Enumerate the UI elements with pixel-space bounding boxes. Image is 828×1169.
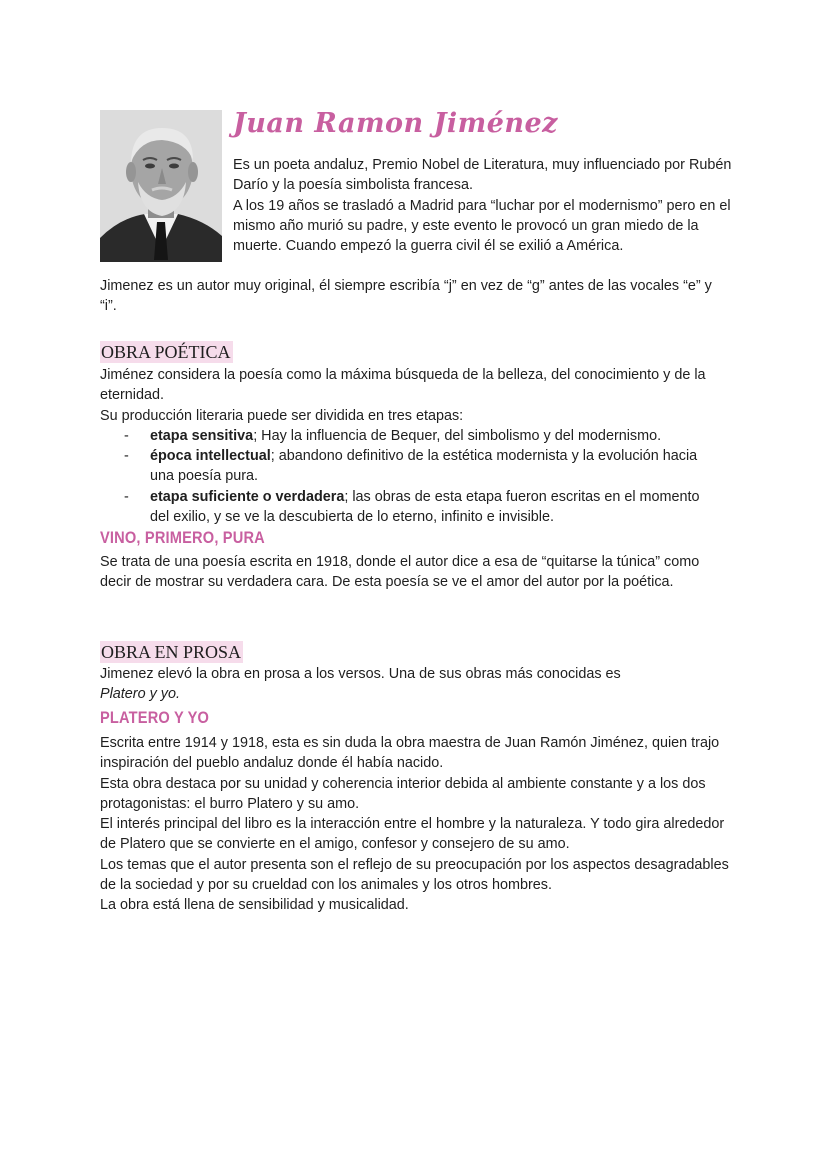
originality-paragraph (100, 276, 730, 317)
stage-term: época intellectual (150, 448, 271, 465)
stage-term: etapa suficiente o verdadera (150, 488, 345, 505)
subheading-vino-primero-pura: VINO, PRIMERO, PURA (100, 528, 265, 547)
platero-body (100, 733, 730, 916)
stage-description: ; las obras de esta etapa fueron escritas en el momento del exilio, y se ve la descubierta de lo eterno, infinito e invisible. (150, 488, 700, 526)
obra-prosa-paragraph (100, 664, 690, 705)
obra-poetica-paragraph: Su producción literaria puede ser dividida en tres etapas: (100, 407, 464, 424)
list-dash: - (124, 488, 129, 505)
author-portrait (100, 110, 222, 262)
platero-paragraph: El interés principal del libro es la interacción entre el hombre y la naturaleza. Y todo gira alrededor de Platero que se convierte en el amigo, confesor y consejero de su amo. (100, 816, 725, 853)
section-heading-obra-poetica: OBRA POÉTICA (101, 342, 231, 362)
list-dash: - (124, 427, 129, 444)
list-dash: - (124, 448, 129, 465)
obra-poetica-body (100, 365, 730, 527)
stage-term: etapa sensitiva (150, 427, 254, 444)
platero-paragraph: Esta obra destaca por su unidad y coherencia interior debida al ambiente constante y a los dos protagonistas: el burro Platero y su amo. (100, 775, 706, 812)
stages-list (100, 426, 730, 527)
platero-paragraph: Los temas que el autor presenta son el reflejo de su preocupación por los aspectos desagradables de la sociedad y por su crueldad con los animales y los otros hombres. (100, 856, 729, 894)
platero-paragraph: Escrita entre 1914 y 1918, esta es sin duda la obra maestra de Juan Ramón Jiménez, quien trajo inspiración del pueblo andaluz donde él había nacido. (100, 735, 720, 772)
work-title: Platero y yo. (100, 686, 180, 703)
vino-paragraph: Se trata de una poesía escrita en 1918, donde el autor dice a esa de “quitarse la túnica” como decir de mostrar su verdadera cara. De esta poesía se ve el amor del autor por la poética. (100, 554, 700, 591)
list-item (100, 487, 730, 528)
section-heading-obra-prosa: OBRA EN PROSA (101, 642, 242, 662)
intro-paragraph: Es un poeta andaluz, Premio Nobel de Literatura, muy influenciado por Rubén Darío y la poesía simbolista francesa. (233, 157, 732, 194)
stage-description: ; abandono definitivo de la estética modernista y la evolución hacia una poesía pura. (150, 448, 698, 485)
obra-prosa-text: Jimenez elevó la obra en prosa a los versos. Una de sus obras más conocidas es (100, 666, 621, 682)
obra-poetica-paragraph: Jiménez considera la poesía como la máxima búsqueda de la belleza, del conocimiento y de la eternidad. (100, 367, 706, 404)
obra-prosa-body (100, 664, 690, 705)
list-item (100, 446, 730, 487)
intro-text (233, 155, 733, 256)
originality-text: Jimenez es un autor muy original, él siempre escribía “j” en vez de “g” antes de las vocales “e” y “i”. (100, 278, 712, 315)
platero-paragraph: La obra está llena de sensibilidad y musicalidad. (100, 897, 409, 914)
stage-description: ; Hay la influencia de Bequer, del simbolismo y del modernismo. (253, 427, 662, 444)
intro-paragraph: A los 19 años se trasladó a Madrid para “luchar por el modernismo” pero en el mismo año murió su padre, y este evento le provocó un gran miedo de la muerte. Cuando empezó la guerra civil él se exilió a América. (233, 197, 731, 255)
list-item (100, 426, 730, 446)
vino-body (100, 552, 730, 593)
page-title: Juan Ramon Jiménez (233, 108, 559, 139)
subheading-platero-y-yo: PLATERO Y YO (100, 708, 210, 727)
